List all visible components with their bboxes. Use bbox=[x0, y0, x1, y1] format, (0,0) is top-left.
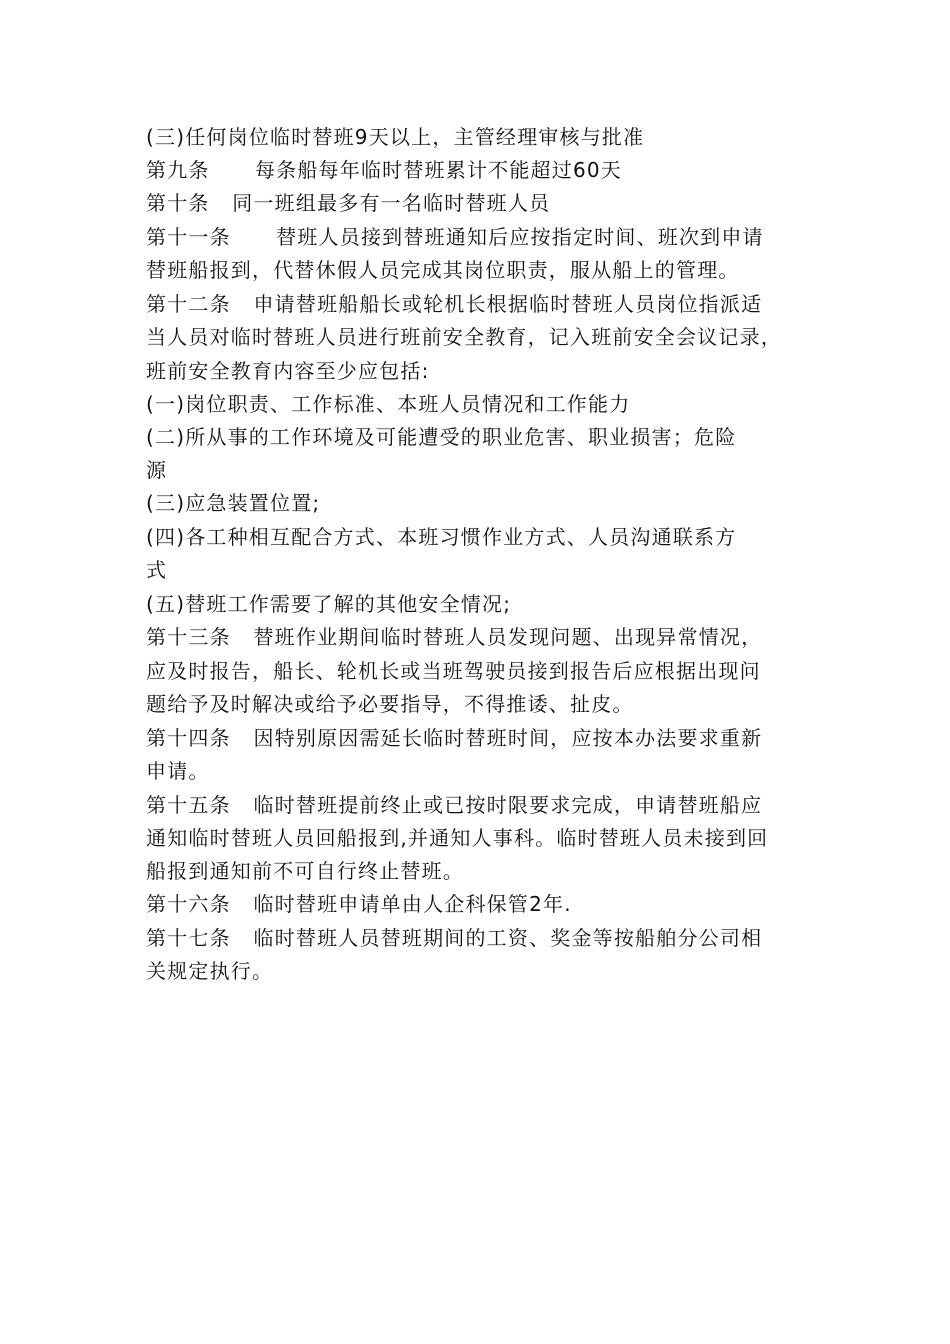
text-line: 题给予及时解决或给予必要指导，不得推诿、扯皮。 bbox=[146, 692, 634, 716]
text-line: 第十条 同一班组最多有一名临时替班人员 bbox=[146, 191, 551, 215]
text-line: 申请。 bbox=[146, 759, 210, 783]
text-line: 关规定执行。 bbox=[146, 959, 274, 983]
text-line: 替班船报到，代替休假人员完成其岗位职责，服从船上的管理。 bbox=[146, 258, 740, 282]
text-line: 第十七条 临时替班人员替班期间的工资、奖金等按船舶分公司相 bbox=[146, 926, 763, 950]
text-line: (三)应急装置位置; bbox=[146, 491, 321, 515]
text-line: 第十四条 因特别原因需延长临时替班时间，应按本办法要求重新 bbox=[146, 726, 763, 750]
text-line: 当人员对临时替班人员进行班前安全教育，记入班前安全会议记录， bbox=[146, 325, 782, 349]
text-line: 第十一条 替班人员接到替班通知后应按指定时间、班次到申请 bbox=[146, 225, 764, 249]
text-line: 第十五条 临时替班提前终止或已按时限要求完成，申请替班船应 bbox=[146, 793, 763, 817]
text-line: (一)岗位职责、工作标准、本班人员情况和工作能力 bbox=[146, 392, 631, 416]
text-line: 源 bbox=[146, 458, 168, 482]
text-line: 式 bbox=[146, 558, 168, 582]
text-line: 第十三条 替班作业期间临时替班人员发现问题、出现异常情况， bbox=[146, 625, 763, 649]
text-line: 第十二条 申请替班船船长或轮机长根据临时替班人员岗位指派适 bbox=[146, 292, 763, 316]
text-line: 应及时报告，船长、轮机长或当班驾驶员接到报告后应根据出现问 bbox=[146, 659, 761, 683]
text-line: 通知临时替班人员回船报到,并通知人事科。临时替班人员未接到回 bbox=[146, 826, 769, 850]
text-line: 船报到通知前不可自行终止替班。 bbox=[146, 859, 464, 883]
text-line: (三)任何岗位临时替班9天以上，主管经理审核与批准 bbox=[146, 125, 645, 149]
text-line: 班前安全教育内容至少应包括: bbox=[146, 359, 430, 383]
text-line: 第九条 每条船每年临时替班累计不能超过60天 bbox=[146, 158, 622, 182]
text-line: (四)各工种相互配合方式、本班习惯作业方式、人员沟通联系方 bbox=[146, 525, 737, 549]
text-line: 第十六条 临时替班申请单由人企科保管2年. bbox=[146, 892, 572, 916]
text-line: (二)所从事的工作环境及可能遭受的职业危害、职业损害；危险 bbox=[146, 425, 737, 449]
text-line: (五)替班工作需要了解的其他安全情况; bbox=[146, 592, 512, 616]
